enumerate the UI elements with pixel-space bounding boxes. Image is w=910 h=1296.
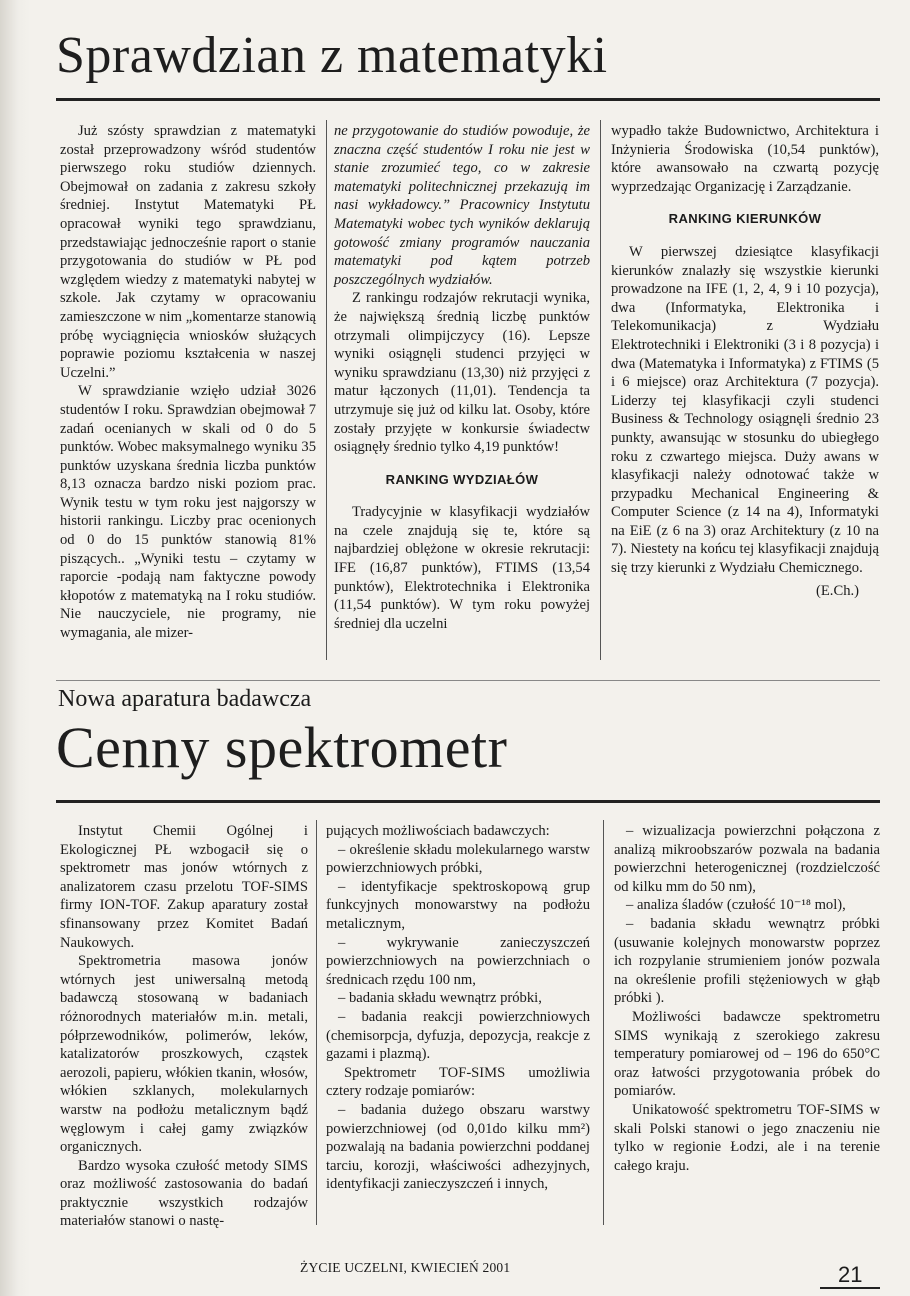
list-item: – wizualizacja powierzchni połączona z analizą mikroobszarów pozwala na badania powierzchni heterogenicznej (rozdzielczość od kilku mm do 50 nm), xyxy=(614,823,880,895)
list-item: – badania dużego obszaru warstwy powierzchniowej (od 0,01do kilku mm²) pozwalają na badania powierzchni poddanej tarciu, korozji, właściwości adhezyjnych, identyfikacji zanieczyszczeń i innych, xyxy=(326,1101,590,1193)
paragraph: Spektrometr TOF-SIMS umożliwia cztery rodzaje pomiarów: xyxy=(326,1064,590,1100)
article1-column-1 xyxy=(60,122,316,643)
page-number-rule xyxy=(820,1287,880,1289)
list-item: – identyfikacje spektroskopową grup funkcyjnych monowarstwy na podłożu metalicznym, xyxy=(326,878,590,932)
page-footer: ŻYCIE UCZELNI, KWIECIEŃ 2001 xyxy=(300,1260,511,1275)
subhead-ranking-kierunkow: RANKING KIERUNKÓW xyxy=(668,211,822,227)
list-item: – badania składu wewnątrz próbki, xyxy=(338,990,542,1007)
article2-column-1 xyxy=(60,822,308,1231)
column-divider xyxy=(600,120,601,660)
subhead-ranking-wydzialow: RANKING WYDZIAŁÓW xyxy=(385,471,539,487)
list-item: – wykrywanie zanieczyszczeń powierzchniowych na powierzchniach o średnicach rzędu 100 nm, xyxy=(326,934,590,988)
paragraph: ne przygotowanie do studiów powoduje, że znaczna część studentów I roku nie jest w stanie zrozumieć tego, co w zakresie matematyki politechnicznej przekazują im nasi wykładowcy.” Pracownicy Instytutu Matematyki wobec tych wyników deklarują gotowość zmiany programów nauczania matematyki pod kątem potrzeb poszczególnych wydziałów. xyxy=(334,123,590,288)
section-rule xyxy=(56,680,880,681)
paragraph: wypadło także Budownictwo, Architektura i Inżynieria Środowiska (10,54 punktów), które awansowało na czwartą pozycję wyprzedzając Organizację i Zarządzanie. xyxy=(611,123,879,195)
paragraph: Spektrometria masowa jonów wtórnych jest uniwersalną metodą badawczą stosowaną w badaniach różnorodnych materiałów m.in. metali, półprzewodników, polimerów, leków, katalizatorów proszkowych, cząstek aerozoli, papieru, włókien tkanin, włosów, włókien szklanych, molekularnych warstw na podłożu metalicznym bądź węglowym i całej gamy związków organicznych. xyxy=(60,953,308,1156)
list-item: – badania reakcji powierzchniowych (chemisorpcja, dyfuzja, depozycja, reakcje z gazami i plazmą). xyxy=(326,1008,590,1063)
title-rule xyxy=(56,800,880,803)
article2-column-3 xyxy=(614,822,880,1175)
paragraph: Tradycyjnie w klasyfikacji wydziałów na czele znajdują się te, które są najbardziej oblężone w okresie rekrutacji: IFE (16,87 punktów), FTIMS (13,54 punktów), Elektrotechnika i Elektronika (11,54 punktów). W tym roku powyżej średniej dla uczelni xyxy=(334,504,590,632)
column-divider xyxy=(326,120,327,660)
article2-kicker: Nowa aparatura badawcza xyxy=(58,686,312,712)
author-signature: (E.Ch.) xyxy=(816,582,859,599)
list-item: – określenie składu molekularnego warstw powierzchniowych próbki, xyxy=(326,841,590,877)
article1-column-3 xyxy=(611,122,879,600)
column-divider xyxy=(603,820,604,1225)
article1-column-2 xyxy=(334,122,590,633)
article-title-spektrometr: Cenny spektrometr xyxy=(56,715,508,780)
paragraph: W sprawdzianie wzięło udział 3026 studentów I roku. Sprawdzian obejmował 7 zadań ocenianych w skali od 0 do 5 punktów. Wobec maksymalnego wyniku 35 punktów uzyskana średnia liczba punktów 8,13 oznacza bardzo niski poziom prac. Wynik testu w tym roku jest najgorszy w historii rankingu. Liczby prac ocenionych od 0 do 15 punktów stanowią 81% piszących.. „Wyniki testu – czytamy w raporcie -podają nam faktyczne powody kłopotów z matematyką na I roku studiów. Nie nauczyciele, nie programy, nie wymagania, ale mizer- xyxy=(60,383,316,642)
page-number: 21 xyxy=(838,1262,863,1287)
paragraph: W pierwszej dziesiątce klasyfikacji kierunków znalazły się wszystkie kierunki prowadzone na IFE (1, 2, 4, 9 i 10 pozycja), dwa (Informatyka, Elektronika i Telekomunikacja) z Wydziału Elektrotechniki i Elektroniki (3 i 8 pozycja) i dwa (Matematyka i Informatyka) z FTIMS (5 i 6 miejsce) oraz Architektura (7 pozycja). Liderzy tej klasyfikacji czyli studenci Business & Technology osiągnęli średnio 23 punkty, awansując w stosunku do ubiegłego roku z czwartego miejsca. Duży awans w klasyfikacji należy odnotować także w przypadku Mechanical Engineering & Computer Science (z 14 na 4), Informatyki na EiE (z 6 na 3) oraz Architektury (z 10 na 7). Niestety na końcu tej klasyfikacji znajdują się trzy kierunki z Wydziału Chemicznego. xyxy=(611,243,879,577)
article2-column-2 xyxy=(326,822,590,1194)
title-rule xyxy=(56,98,880,101)
paragraph: Instytut Chemii Ogólnej i Ekologicznej PŁ wzbogacił się o spektrometr mas jonów wtórnych z analizatorem czasu przelotu TOF-SIMS firmy ION-TOF. Zakup aparatury został sfinansowany przez Komitet Badań Naukowych. xyxy=(60,823,308,951)
paragraph: pujących możliwościach badawczych: xyxy=(326,823,550,839)
paragraph: Możliwości badawcze spektrometru SIMS wynikają z szerokiego zakresu temperatury pomiarowej od – 196 do 650°C oraz łatwości przygotowania próbek do pomiarów. xyxy=(614,1008,880,1100)
list-item: – badania składu wewnątrz próbki (usuwanie kolejnych monowarstw poprzez ich rozpylanie strumieniem jonów pozwala na określenie profili stężeniowych w głąb próbki ). xyxy=(614,915,880,1007)
page-edge-shadow xyxy=(0,0,30,1296)
paragraph: Z rankingu rodzajów rekrutacji wynika, że największą średnią liczbę punktów otrzymali olimpijczycy (16). Lepsze wyniki osiągnęli studenci przyjęci w wyniku sprawdzianu (13,30) niż przyjęci z matur łączonych (11,01). Tendencja ta utrzymuje się już od kilku lat. Osoby, które zostały przyjęte w konkursie świadectw osiągnęły średnio tylko 4,19 punktów! xyxy=(334,290,590,456)
paragraph: Bardzo wysoka czułość metody SIMS oraz możliwość zastosowania do badań praktycznie wszystkich rodzajów materiałów stanowi o nastę- xyxy=(60,1157,308,1230)
column-divider xyxy=(316,820,317,1225)
list-item: – analiza śladów (czułość 10⁻¹⁸ mol), xyxy=(626,897,846,914)
paragraph: Już szósty sprawdzian z matematyki został przeprowadzony wśród studentów pierwszego roku studiów dziennych. Obejmował on zadania z zakresu szkoły średniej. Instytut Matematyki PŁ opracował wyniki tego sprawdzianu, przedstawiając jednocześnie raport o stanie przygotowania do studiów w PŁ pod względem wiedzy z matematyki nabytej w szkole. Jak czytamy w opracowaniu zamieszczone w nim „komentarze stanowią próbę wyciągnięcia wniosków służących poprawie poziomu kształcenia w naszej Uczelni.” xyxy=(60,123,316,381)
paragraph: Unikatowość spektrometru TOF-SIMS w skali Polski stanowi o jego znaczeniu nie tylko w regionie Łodzi, ale i na terenie całego kraju. xyxy=(614,1101,880,1174)
article-title-sprawdzian: Sprawdzian z matematyki xyxy=(56,27,608,84)
